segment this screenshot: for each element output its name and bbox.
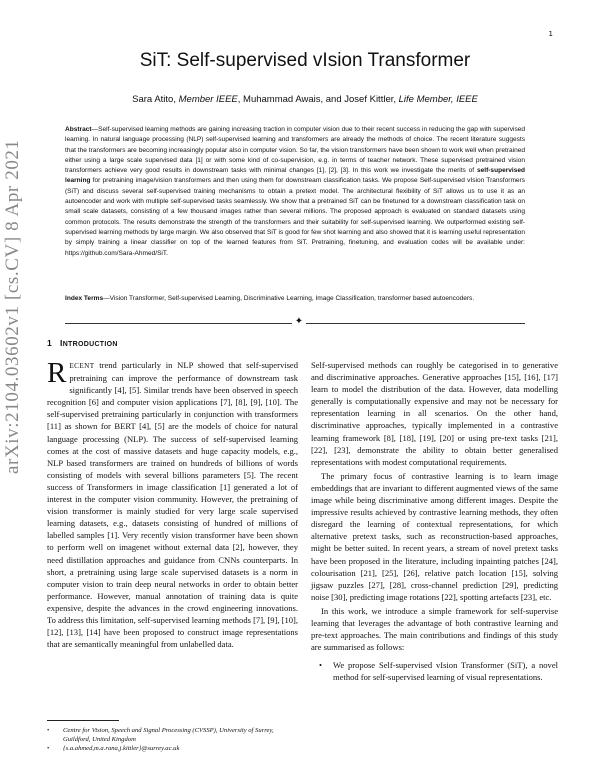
- intro-paragraph-2: Self-supervised methods can roughly be categorised in to generative and discriminative approaches. Generative approaches [15], [16], [17] learn to model the distribution of the data. However, data modelling generally is computationally expensive and may not be necessary for representation learning in all scenarios. On the other hand, discriminative approaches, typically implemented in a contrastive learning framework [8], [18], [19], [20] or using pre-text tasks [21], [22], [23], demonstrate the ability to obtain better generalised representations with modest computational requirements.: [311, 360, 558, 467]
- abstract-text-2: for pretraining image/vision transformers and then using them for downstream classification tasks. We propose Self-supervised vIsion Transformers (SiT) and discuss several self-supervised training mechanisms to obtain a pretext model. The architectural flexibility of SiT allows us to use it as an autoencoder and work with multiple self-supervised tasks seamlessly. We show that a pretrained SiT can be finetuned for a downstream classification task on small scale datasets, consisting of a few thousand images rather than several millions. The proposed approach is evaluated on standard datasets using common protocols. The results demonstrate the strength of the transformers and their suitability for self-supervised learning. We outperformed existing self-supervised learning methods by large margin. We also observed that SiT is good for few shot learning and also showed that it is learning useful representation by simply training a linear classifier on top of the learned features from SiT. Pretraining, finetuning, and evaluation codes will be available under: https://github.com/Sara-Ahmed/SiT.: [65, 177, 525, 257]
- footnote-email-text: {s.a.ahmed,m.a.rana,j.kittler}@surrey.ac.uk: [63, 745, 180, 752]
- right-column: [311, 359, 558, 683]
- list-item-text: We propose Self-supervised vIsion Transformer (SiT), a novel method for self-supervised learning of visual representations.: [333, 660, 558, 683]
- author-list: [60, 94, 550, 105]
- footnote-email: [47, 744, 298, 753]
- footnote-affiliation: [47, 726, 298, 744]
- section-heading: [47, 338, 118, 348]
- author-3-role: Life Member, IEEE: [398, 94, 478, 105]
- drop-cap: R: [47, 357, 67, 389]
- divider-diamond-icon: ✦: [292, 316, 306, 327]
- index-terms: [65, 294, 525, 304]
- footnote-affiliation-text: Centre for Vision, Speech and Signal Processing (CVSSP), University of Surrey, Guildford, United Kingdom: [63, 727, 274, 743]
- index-terms-text: —Vision Transformer, Self-supervised Learning, Discriminative Learning, Image Classification, transformer based autoencoders.: [103, 295, 475, 302]
- abstract-label: Abstract: [65, 126, 92, 133]
- intro-paragraph-1: [47, 359, 298, 650]
- arxiv-identifier: arXiv:2104.03602v1 [cs.CV] 8 Apr 2021: [2, 139, 23, 474]
- abstract-emphasis: self-supervised learning: [65, 167, 525, 185]
- paper-title: SiT: Self-supervised vIsion Transformer: [139, 50, 471, 71]
- left-column: [47, 359, 298, 650]
- intro-paragraph-3: The primary focus of contrastive learning is to learn image embeddings that are invariant to different augmented views of the same image while being discriminative among different images. Despite the impressive results achieved by contrastive learning methods, they often disregard the learning of contextual representations, for which alternative pretext tasks, such as reconstruction-based approaches, might be better suited. In recent years, a stream of novel pretext tasks have been proposed in the literature, including inpainting patches [24], colourisation [21], [25], [26], relative patch location [15], solving jigsaw puzzles [27], [28], cross-channel prediction [29], predicting noise [30], predicting image rotations [22], spotting artefacts [23], etc.: [311, 470, 558, 602]
- footnote-rule: [47, 720, 119, 721]
- abstract-text-1: —Self-supervised learning methods are gaining increasing traction in computer vision due to their recent success in reducing the gap with supervised learning. In natural language processing (NLP) self-supervised learning and transformers are already the methods of choice. The recent literature suggests that the transformers are becoming increasingly popular also in computer vision. So far, the vision transformers have been shown to work well when pretrained either using a large scale supervised data [1] or with some kind of co-supervision, e.g. in terms of teacher network. These supervised pretrained vision transformers achieve very good results in downstream tasks with minimal changes [1], [2], [3]. In this work we investigate the merits of: [65, 126, 525, 175]
- author-1: Sara Atito,: [132, 94, 179, 105]
- drop-cap-rest: ECENT: [69, 362, 95, 370]
- author-2-3: , Muhammad Awais, and Josef Kittler,: [237, 94, 399, 105]
- intro-paragraph-4: In this work, we introduce a simple framework for self-supervise learning that leverages the advantage of both contrastive learning and pre-text approaches. The main contributions and findings of this study are summarised as follows:: [311, 605, 558, 653]
- list-bullet: •: [319, 660, 322, 671]
- section-title-initial: I: [60, 338, 63, 348]
- abstract: [65, 125, 525, 259]
- contribution-list: [311, 659, 558, 683]
- footnotes: [47, 726, 298, 753]
- author-1-role: Member IEEE: [178, 94, 238, 105]
- page-number: 1: [548, 30, 553, 38]
- section-number: 1: [47, 338, 53, 348]
- footnote-bullet: •: [47, 745, 50, 752]
- list-item: [311, 659, 558, 683]
- intro-paragraph-1-text: trend particularly in NLP showed that self-supervised pretraining can improve the performance of downstream task significantly [4], [5]. Similar trends have been observed in speech recognition [6] and computer vision applications [7], [8], [9], [10]. The self-supervised pretraining particularly in conjunction with transformers [11] as shown for BERT [4], [5] are the models of choice for natural language processing (NLP). The success of self-supervised learning comes at the cost of massive datasets and huge capacity models, e.g., NLP based transformers are trained on hundreds of billions of words consisting of models with several billions parameters [5]. The recent success of Transformers in image classification [1] generated a lot of interest in the computer vision community. However, the pretraining of vision transformer is mainly studied for very large scale supervised learning datasets, e.g., datasets consisting of hundred of millions of labelled samples [1]. Very recently vision transformer have been shown to perform well on imagenet without external data [2], however, they need distillation approaches and guidance from CNNs counterparts. In short, a pretraining using large scale supervised datasets is a norm in computer vision to train deep neural networks in order to obtain better performance. However, manual annotation of training data is quite expensive, despite the advances in the crowd engineering innovations. To address this limitation, self-supervised learning methods [7], [9], [10], [12], [13], [14] have been proposed to construct image representations that are semantically meaningful from unlabelled data.: [47, 360, 298, 650]
- footnote-bullet: •: [47, 727, 50, 734]
- section-title-rest: NTRODUCTION: [62, 341, 118, 348]
- index-terms-label: Index Terms: [65, 295, 104, 302]
